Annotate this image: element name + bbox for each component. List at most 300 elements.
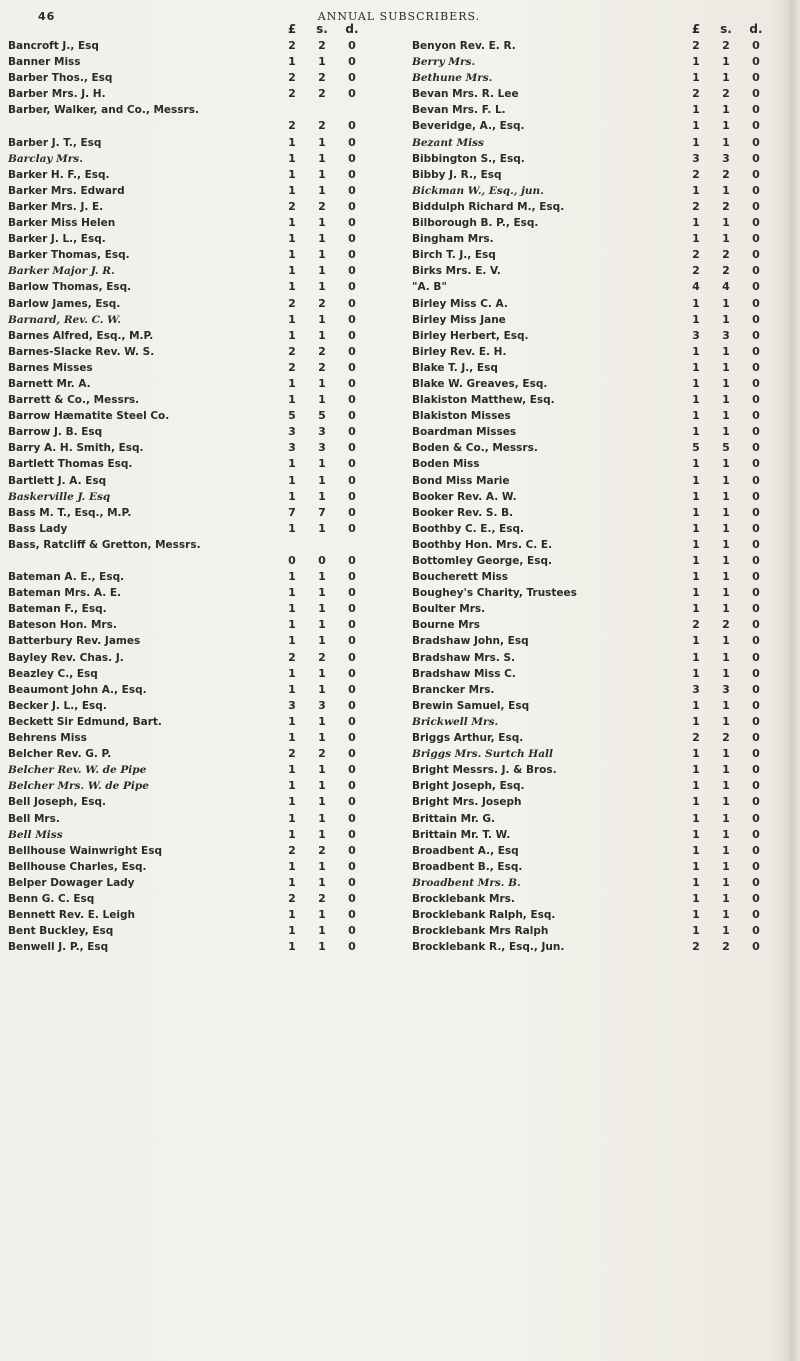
- amount-pounds: 2: [288, 650, 296, 664]
- subscriber-row: [412, 456, 777, 472]
- subscriber-row: [8, 167, 373, 183]
- amount-pence: 0: [752, 875, 760, 889]
- amount-pounds: 1: [288, 183, 296, 197]
- subscriber-name: Bell Miss: [8, 828, 63, 841]
- subscriber-row: [412, 135, 777, 151]
- amount-pence: 0: [348, 554, 356, 567]
- amount-shillings: 1: [318, 264, 326, 278]
- subscriber-row: [8, 408, 373, 424]
- subscriber-name: Bevan Mrs. R. Lee: [412, 88, 519, 101]
- subscriber-row: [8, 440, 373, 456]
- subscriber-name: Barnes Alfred, Esq., M.P.: [8, 329, 154, 342]
- amount-pounds: 1: [692, 763, 700, 777]
- amount-pence: 0: [752, 650, 760, 664]
- subscriber-name: Broadbent B., Esq.: [412, 860, 523, 873]
- amount-shillings: 1: [722, 55, 730, 69]
- amount-pounds: 2: [288, 199, 296, 213]
- amount-pence: 0: [752, 39, 760, 52]
- amount-pounds: 1: [692, 747, 700, 761]
- amount-pence: 0: [348, 199, 356, 213]
- subscriber-name: Birch T. J., Esq: [412, 249, 496, 262]
- subscriber-row: [8, 843, 373, 859]
- subscriber-name: Beazley C., Esq: [8, 667, 98, 680]
- amount-pence: 0: [752, 666, 760, 680]
- subscriber-row: [412, 794, 777, 810]
- subscriber-name: Boulter Mrs.: [412, 603, 486, 616]
- amount-pence: 0: [752, 360, 760, 374]
- amount-pounds: 2: [692, 199, 700, 213]
- subscriber-row: [412, 650, 777, 666]
- amount-shillings: 2: [722, 248, 730, 262]
- amount-shillings: 3: [722, 682, 730, 696]
- subscriber-name: Birks Mrs. E. V.: [412, 265, 501, 278]
- amount-pounds: 2: [288, 87, 296, 101]
- amount-pounds: 1: [288, 811, 296, 825]
- amount-shillings: 1: [318, 940, 326, 954]
- subscriber-row: [412, 263, 777, 279]
- amount-shillings: 1: [318, 376, 326, 390]
- amount-pence: 0: [348, 167, 356, 181]
- amount-pence: 0: [348, 650, 356, 664]
- subscriber-name: Birley Rev. E. H.: [412, 345, 507, 358]
- amount-pence: 0: [348, 151, 356, 165]
- subscriber-row: [412, 408, 777, 424]
- amount-pence: 0: [348, 924, 356, 938]
- subscriber-name: Bartlett Thomas Esq.: [8, 458, 133, 471]
- amount-pence: 0: [348, 586, 356, 600]
- subscriber-name: Barber Mrs. J. H.: [8, 88, 106, 101]
- amount-shillings: 1: [722, 908, 730, 922]
- amount-shillings: 2: [722, 39, 730, 52]
- amount-pounds: 3: [288, 425, 296, 439]
- subscriber-name: Birley Miss C. A.: [412, 297, 508, 310]
- amount-pence: 0: [752, 570, 760, 584]
- amount-shillings: 1: [318, 489, 326, 503]
- amount-pence: 0: [752, 634, 760, 648]
- amount-pounds: 2: [288, 747, 296, 761]
- amount-shillings: 1: [318, 634, 326, 648]
- amount-shillings: 1: [318, 586, 326, 600]
- amount-pounds: 2: [692, 167, 700, 181]
- subscriber-row: [8, 891, 373, 907]
- subscriber-name: Bellhouse Charles, Esq.: [8, 860, 147, 873]
- amount-shillings: 1: [722, 183, 730, 197]
- subscriber-row: [412, 778, 777, 794]
- subscriber-row: [8, 215, 373, 231]
- subscriber-name: Briggs Arthur, Esq.: [412, 732, 524, 745]
- subscriber-name: Barber Thos., Esq: [8, 72, 113, 85]
- amount-shillings: 3: [722, 151, 730, 165]
- subscriber-name: Barlow James, Esq.: [8, 297, 121, 310]
- amount-pence: 0: [348, 795, 356, 809]
- amount-pence: 0: [752, 554, 760, 567]
- subscriber-row: [412, 827, 777, 843]
- amount-pence: 0: [752, 908, 760, 922]
- amount-pence: 0: [348, 908, 356, 922]
- subscriber-name: Bateman F., Esq.: [8, 603, 107, 616]
- subscriber-name: Barker Major J. R.: [8, 265, 115, 278]
- subscriber-name: Barber, Walker, and Co., Messrs.: [8, 104, 199, 117]
- amount-pounds: 3: [692, 328, 700, 342]
- amount-shillings: 1: [318, 55, 326, 69]
- subscriber-row: [8, 135, 373, 151]
- amount-shillings: 1: [722, 360, 730, 374]
- amount-pounds: 1: [288, 666, 296, 680]
- amount-pounds: 1: [288, 55, 296, 69]
- amount-shillings: 1: [722, 779, 730, 793]
- subscriber-name: Bass M. T., Esq., M.P.: [8, 506, 132, 519]
- amount-pounds: 1: [692, 891, 700, 905]
- amount-pence: 0: [752, 312, 760, 326]
- amount-pence: 0: [752, 586, 760, 600]
- amount-shillings: 2: [318, 344, 326, 358]
- amount-pence: 0: [752, 731, 760, 745]
- amount-shillings: 1: [722, 859, 730, 873]
- amount-pence: 0: [348, 891, 356, 905]
- amount-pounds: 1: [692, 602, 700, 616]
- amount-pounds: 1: [288, 328, 296, 342]
- subscriber-name: Bottomley George, Esq.: [412, 555, 552, 567]
- subscriber-row: [8, 505, 373, 521]
- subscriber-row: [8, 86, 373, 102]
- amount-pence: 0: [348, 698, 356, 712]
- amount-shillings: 1: [722, 457, 730, 471]
- amount-shillings: 1: [318, 811, 326, 825]
- amount-pence: 0: [348, 87, 356, 101]
- amount-shillings: 1: [318, 908, 326, 922]
- subscriber-name: Bilborough B. P., Esq.: [412, 217, 539, 230]
- amount-pence: 0: [348, 505, 356, 519]
- subscriber-name: Belcher Rev. W. de Pipe: [8, 764, 147, 777]
- amount-pence: 0: [348, 232, 356, 246]
- subscriber-name: Brocklebank Mrs.: [412, 892, 515, 905]
- subscriber-name: Barnes Misses: [8, 361, 93, 374]
- subscriber-name: Barlow Thomas, Esq.: [8, 281, 132, 294]
- subscriber-name: Bibbington S., Esq.: [412, 152, 525, 165]
- amount-pounds: 1: [288, 682, 296, 696]
- amount-pounds: 1: [692, 393, 700, 407]
- amount-pence: 0: [348, 714, 356, 728]
- subscriber-row: [412, 199, 777, 215]
- subscriber-row: [8, 746, 373, 762]
- subscriber-row: [8, 360, 373, 376]
- amount-shillings: 1: [722, 795, 730, 809]
- amount-pounds: 1: [692, 296, 700, 310]
- amount-shillings: 1: [722, 698, 730, 712]
- amount-shillings: 2: [318, 891, 326, 905]
- amount-pounds: 1: [288, 135, 296, 149]
- subscriber-row: [8, 521, 373, 537]
- amount-pounds: 0: [288, 554, 296, 567]
- amount-pence: 0: [348, 296, 356, 310]
- amount-pounds: 2: [692, 731, 700, 745]
- amount-pounds: 1: [692, 473, 700, 487]
- subscriber-name: Boardman Misses: [412, 426, 517, 439]
- amount-shillings: 1: [318, 714, 326, 728]
- subscriber-name: Bickman W., Esq., jun.: [412, 184, 544, 197]
- subscriber-name: Bradshaw Miss C.: [412, 667, 516, 680]
- subscriber-row: [412, 521, 777, 537]
- subscriber-name: Biddulph Richard M., Esq.: [412, 200, 565, 213]
- amount-pence: 0: [348, 634, 356, 648]
- amount-shillings: 2: [318, 843, 326, 857]
- amount-pence: 0: [348, 473, 356, 487]
- amount-pounds: 1: [288, 763, 296, 777]
- amount-pence: 0: [348, 344, 356, 358]
- amount-pounds: 1: [692, 119, 700, 133]
- subscriber-name: Barker J. L., Esq.: [8, 233, 106, 246]
- subscriber-name: Bradshaw John, Esq: [412, 635, 529, 648]
- subscriber-name: Booker Rev. S. B.: [412, 506, 514, 519]
- subscriber-name: Boucherett Miss: [412, 571, 509, 584]
- amount-pounds: 1: [288, 859, 296, 873]
- amount-shillings: 1: [722, 521, 730, 535]
- amount-pounds: 2: [692, 39, 700, 52]
- subscriber-row: [8, 473, 373, 489]
- amount-pounds: 1: [288, 393, 296, 407]
- subscriber-row: [412, 360, 777, 376]
- amount-shillings: 1: [722, 216, 730, 230]
- right-subscriber-column: [412, 38, 777, 955]
- subscriber-name: Brickwell Mrs.: [412, 715, 499, 728]
- subscriber-name: Brittain Mr. G.: [412, 812, 496, 825]
- page-edge-binding: [786, 0, 800, 1361]
- amount-pence: 0: [752, 135, 760, 149]
- shillings-heading: s.: [316, 22, 328, 36]
- subscriber-row: [8, 296, 373, 312]
- subscriber-row: [412, 859, 777, 875]
- amount-pence: 0: [752, 473, 760, 487]
- amount-pounds: 1: [288, 586, 296, 600]
- subscriber-name: Brocklebank Ralph, Esq.: [412, 909, 556, 922]
- amount-pence: 0: [348, 666, 356, 680]
- subscriber-name: Barry A. H. Smith, Esq.: [8, 442, 144, 455]
- subscriber-row: [412, 54, 777, 70]
- amount-pence: 0: [348, 71, 356, 85]
- subscriber-name: Blakiston Matthew, Esq.: [412, 394, 555, 407]
- amount-shillings: 1: [318, 682, 326, 696]
- amount-shillings: 1: [722, 811, 730, 825]
- subscriber-row: [412, 553, 777, 569]
- amount-shillings: 3: [318, 425, 326, 439]
- subscriber-name: Bright Messrs. J. & Bros.: [412, 764, 557, 777]
- amount-pence: 0: [752, 859, 760, 873]
- subscriber-name: Belcher Mrs. W. de Pipe: [8, 780, 149, 793]
- subscriber-row: [8, 907, 373, 923]
- amount-shillings: 4: [722, 280, 730, 294]
- amount-pence: 0: [752, 151, 760, 165]
- subscriber-name: Barclay Mrs.: [8, 152, 83, 165]
- amount-pence: 0: [348, 940, 356, 954]
- subscriber-row: [8, 682, 373, 698]
- amount-shillings: 2: [722, 940, 730, 954]
- amount-pence: 0: [752, 199, 760, 213]
- subscriber-name: Barrow Hæmatite Steel Co.: [8, 410, 170, 423]
- amount-shillings: 1: [722, 827, 730, 841]
- pence-heading: d.: [749, 22, 763, 36]
- amount-shillings: 1: [722, 570, 730, 584]
- amount-pence: 0: [752, 376, 760, 390]
- amount-pence: 0: [752, 280, 760, 294]
- amount-pence: 0: [348, 811, 356, 825]
- amount-pounds: 1: [288, 714, 296, 728]
- amount-pence: 0: [752, 521, 760, 535]
- subscriber-name: Bateman Mrs. A. E.: [8, 587, 122, 600]
- subscriber-row: [412, 392, 777, 408]
- amount-shillings: 2: [722, 618, 730, 632]
- amount-shillings: 1: [722, 666, 730, 680]
- left-subscriber-column: [8, 38, 373, 955]
- subscriber-row: [8, 714, 373, 730]
- subscriber-row: [8, 376, 373, 392]
- subscriber-row: [8, 730, 373, 746]
- amount-shillings: 3: [318, 698, 326, 712]
- subscriber-row: [412, 569, 777, 585]
- amount-pounds: 5: [692, 441, 700, 455]
- amount-pence: 0: [348, 312, 356, 326]
- subscriber-row: [412, 151, 777, 167]
- amount-pounds: 1: [288, 924, 296, 938]
- amount-pence: 0: [752, 618, 760, 632]
- amount-shillings: 2: [318, 650, 326, 664]
- amount-pounds: 1: [692, 344, 700, 358]
- amount-shillings: 1: [318, 216, 326, 230]
- amount-pence: 0: [752, 795, 760, 809]
- amount-pence: 0: [348, 618, 356, 632]
- pounds-heading: £: [287, 22, 297, 36]
- subscriber-name: Brancker Mrs.: [412, 683, 495, 696]
- subscriber-name: Booker Rev. A. W.: [412, 490, 517, 503]
- subscriber-row: [412, 891, 777, 907]
- subscriber-name: Boothby Hon. Mrs. C. E.: [412, 538, 553, 551]
- page-number: 46: [38, 10, 56, 23]
- subscriber-row: [412, 296, 777, 312]
- subscriber-row: [412, 473, 777, 489]
- amount-pence: 0: [752, 103, 760, 117]
- amount-pence: 0: [348, 827, 356, 841]
- amount-pence: 0: [752, 505, 760, 519]
- subscriber-name: Becker J. L., Esq.: [8, 699, 107, 712]
- amount-pence: 0: [752, 425, 760, 439]
- subscriber-name: Bent Buckley, Esq: [8, 925, 114, 938]
- subscriber-row: [412, 38, 777, 54]
- subscriber-row: [412, 86, 777, 102]
- subscriber-row: [8, 875, 373, 891]
- amount-pounds: 2: [692, 264, 700, 278]
- subscriber-name: Bateson Hon. Mrs.: [8, 619, 117, 632]
- subscriber-name: Beckett Sir Edmund, Bart.: [8, 715, 162, 728]
- amount-pence: 0: [348, 682, 356, 696]
- subscriber-name: Bennett Rev. E. Leigh: [8, 909, 135, 922]
- amount-shillings: 1: [722, 537, 730, 551]
- amount-pounds: 1: [288, 940, 296, 954]
- amount-pounds: 1: [288, 908, 296, 922]
- shillings-heading: s.: [720, 22, 732, 36]
- subscriber-row: [412, 585, 777, 601]
- amount-pounds: 2: [288, 296, 296, 310]
- subscriber-row: [8, 231, 373, 247]
- amount-shillings: 1: [318, 248, 326, 262]
- subscriber-row: [412, 247, 777, 263]
- amount-pence: 0: [752, 698, 760, 712]
- amount-pounds: 1: [288, 457, 296, 471]
- subscriber-row: [8, 569, 373, 585]
- amount-pence: 0: [752, 441, 760, 455]
- amount-pounds: 1: [692, 843, 700, 857]
- subscriber-name: Behrens Miss: [8, 732, 87, 745]
- subscriber-name: Bingham Mrs.: [412, 233, 494, 246]
- amount-shillings: 3: [318, 441, 326, 455]
- amount-pence: 0: [348, 264, 356, 278]
- subscriber-name: Bourne Mrs: [412, 619, 480, 632]
- amount-pounds: 1: [288, 280, 296, 294]
- amount-pence: 0: [348, 183, 356, 197]
- amount-shillings: 1: [722, 489, 730, 503]
- amount-pounds: 1: [288, 618, 296, 632]
- subscriber-row: [8, 424, 373, 440]
- amount-pence: 0: [348, 747, 356, 761]
- subscriber-row: [412, 730, 777, 746]
- subscriber-row: [8, 279, 373, 295]
- subscriber-row: [8, 489, 373, 505]
- subscriber-row: [412, 811, 777, 827]
- amount-shillings: 5: [722, 441, 730, 455]
- amount-shillings: 1: [722, 891, 730, 905]
- subscriber-row: [412, 167, 777, 183]
- subscriber-name: Bethune Mrs.: [412, 72, 493, 85]
- amount-shillings: 1: [318, 312, 326, 326]
- subscriber-row: [412, 633, 777, 649]
- amount-pounds: 5: [288, 409, 296, 423]
- subscriber-row: [412, 666, 777, 682]
- amount-pence: 0: [752, 602, 760, 616]
- subscriber-row: [412, 312, 777, 328]
- subscriber-name: Boden & Co., Messrs.: [412, 442, 538, 455]
- amount-shillings: 1: [722, 554, 730, 567]
- subscriber-row: [8, 199, 373, 215]
- amount-shillings: 1: [722, 843, 730, 857]
- subscriber-row: [412, 440, 777, 456]
- amount-pounds: 2: [692, 940, 700, 954]
- subscriber-name: Barber J. T., Esq: [8, 136, 102, 149]
- amount-pounds: 1: [692, 360, 700, 374]
- amount-pounds: 1: [692, 795, 700, 809]
- amount-pounds: 1: [692, 924, 700, 938]
- subscriber-name: Blakiston Misses: [412, 410, 511, 423]
- subscriber-name: Brocklebank Mrs Ralph: [412, 925, 549, 938]
- amount-pounds: 1: [692, 650, 700, 664]
- amount-shillings: 1: [318, 827, 326, 841]
- amount-shillings: 2: [318, 71, 326, 85]
- subscriber-row: [8, 762, 373, 778]
- subscriber-row: [8, 827, 373, 843]
- amount-shillings: 1: [722, 586, 730, 600]
- subscriber-row: [8, 70, 373, 86]
- subscriber-name: Barrow J. B. Esq: [8, 426, 103, 439]
- amount-pounds: 7: [288, 505, 296, 519]
- amount-pounds: 2: [288, 843, 296, 857]
- amount-pounds: 1: [288, 521, 296, 535]
- amount-pounds: 1: [692, 698, 700, 712]
- subscriber-name: Barker Thomas, Esq.: [8, 249, 130, 262]
- amount-pence: 0: [348, 875, 356, 889]
- subscriber-name: Benn G. C. Esq: [8, 892, 95, 905]
- running-title: ANNUAL SUBSCRIBERS.: [317, 10, 481, 23]
- amount-shillings: 2: [722, 199, 730, 213]
- amount-shillings: 0: [318, 554, 326, 567]
- amount-pounds: 1: [692, 537, 700, 551]
- amount-shillings: 1: [722, 747, 730, 761]
